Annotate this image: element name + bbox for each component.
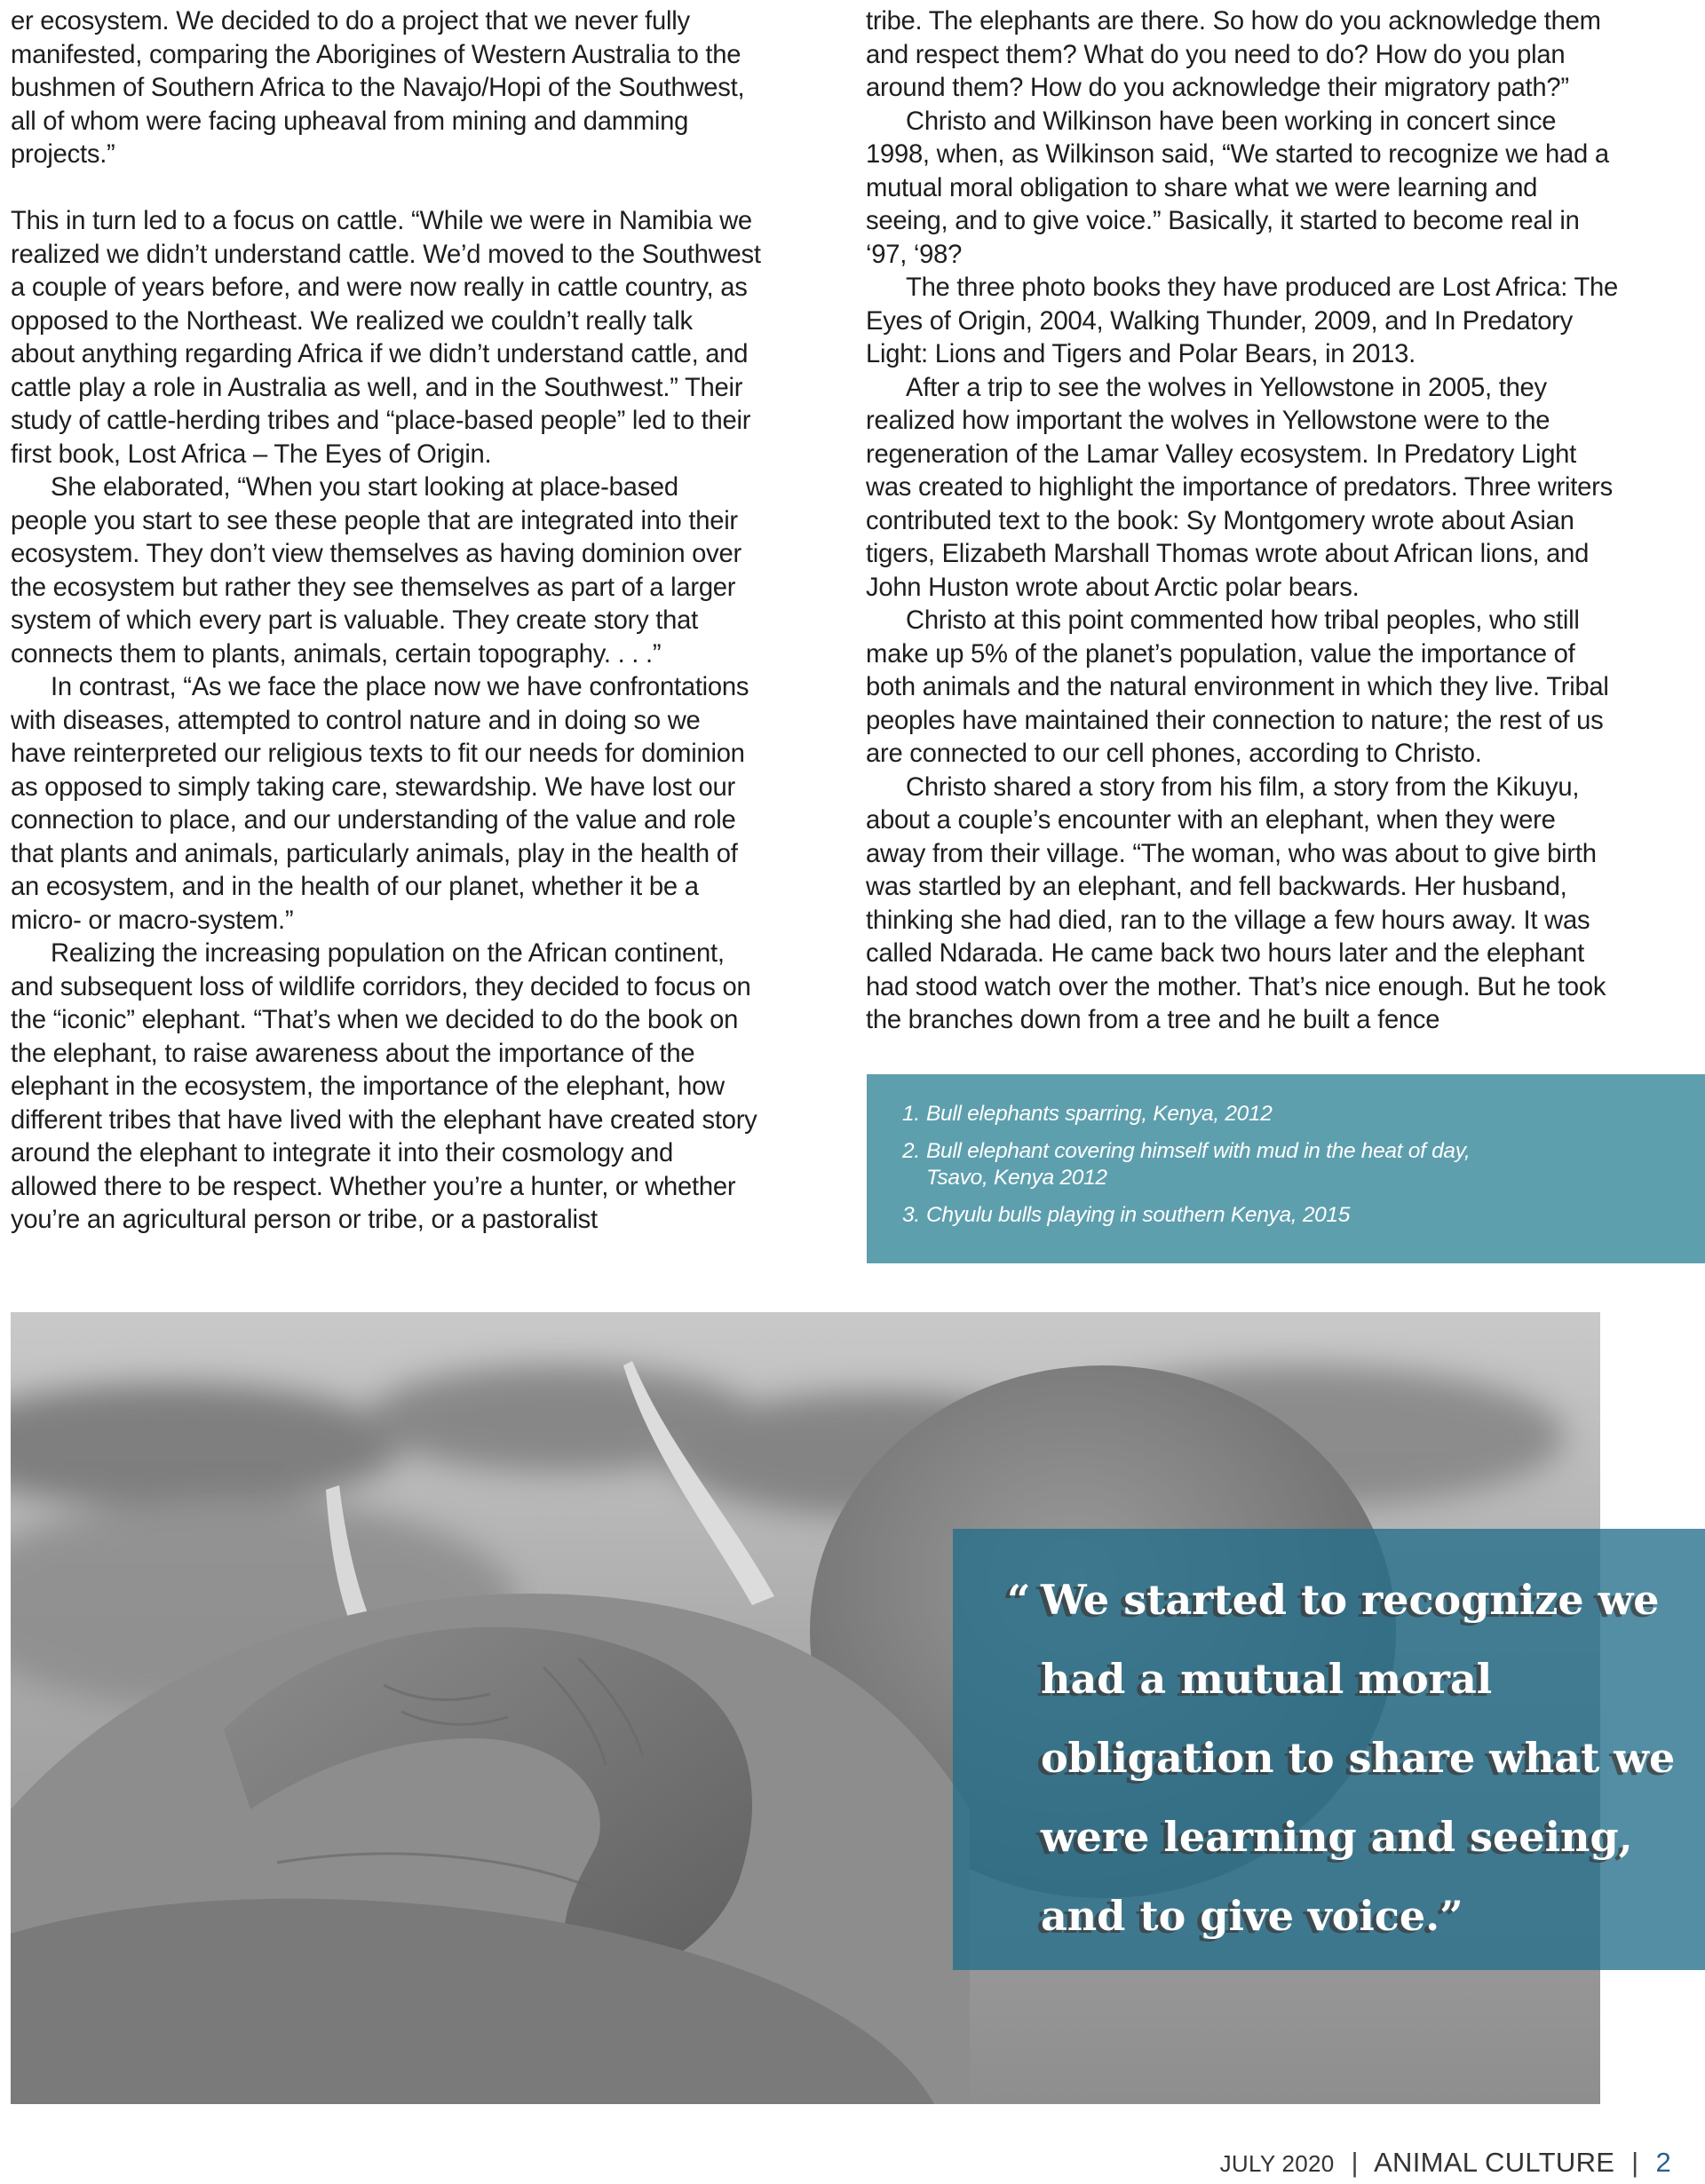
paragraph: In contrast, “As we face the place now we have confrontations with diseases, attempted to control nature and in doing so we have reinterpreted our religious texts to fit our needs for dominion as opposed to simply taking care, stewardship. We have lost our connection to place, and our understanding of the value and role that plants and animals, particularly animals, play in the health of an ecosystem, and in the health of our planet, whether it be a micro- or macro-system.” <box>11 673 749 935</box>
caption-item <box>902 1138 1479 1191</box>
open-quote-mark: “ <box>1007 1576 1031 1624</box>
left-column <box>11 5 761 1238</box>
photo-captions-box <box>867 1074 1705 1263</box>
caption-text: Bull elephant covering himself with mud in the heat of day, Tsavo, Kenya 2012 <box>926 1139 1471 1190</box>
caption-number: 1. <box>902 1102 920 1126</box>
page-footer <box>1220 2147 1671 2179</box>
paragraph: She elaborated, “When you start looking at place-based people you start to see these people that are integrated into their ecosystem. They don’t view themselves as having dominion over the ecosystem but rather they see themselves as part of a larger system of which every part is valuable. They create story that connects them to plants, animals, certain topography. . . .” <box>11 473 741 669</box>
footer-separator: | <box>1351 2147 1359 2178</box>
caption-list <box>902 1101 1479 1239</box>
caption-item <box>902 1101 1479 1128</box>
paragraph: Christo at this point commented how tribal peoples, who still make up 5% of the planet’s population, value the importance of both animals and the natural environment in which they live. Tribal peoples have maintained their connection to nature; the rest of us are connected to our cell phones, according to Christo. <box>866 606 1609 768</box>
right-column <box>866 5 1621 1038</box>
paragraph: tribe. The elephants are there. So how do you acknowledge them and respect them? What do you need to do? How do you plan around them? How do you acknowledge their migratory path?” <box>866 7 1601 102</box>
paragraph: Realizing the increasing population on the African continent, and subsequent loss of wildlife corridors, they decided to focus on the “iconic” elephant. “That’s when we decided to do the book on the elephant, to raise awareness about the importance of the elephant in the ecosystem, the importance of the elephant, how different tribes that have lived with the elephant have created story around the elephant to integrate it into their cosmology and allowed there to be respect. Whether you’re a hunter, or whether you’re an agricultural person or tribe, or a pastoralist <box>11 939 757 1234</box>
paragraph: The three photo books they have produced are Lost Africa: The Eyes of Origin, 2004, Walking Thunder, 2009, and In Predatory Light: Lions and Tigers and Polar Bears, in 2013. <box>866 273 1618 368</box>
pull-quote <box>1007 1561 1680 1956</box>
footer-separator: | <box>1631 2147 1639 2178</box>
footer-date: JULY 2020 <box>1219 2150 1335 2177</box>
paragraph: This in turn led to a focus on cattle. “While we were in Namibia we realized we didn’t understand cattle. We’d moved to the Southwest a couple of years before, and were now really in cattle country, as opposed to the Northeast. We realized we couldn’t really talk about anything regarding Africa if we didn’t understand cattle, and cattle play a role in Australia as well, and in the Southwest.” Their study of cattle-herding tribes and “place-based people” led to their first book, Lost Africa – The Eyes of Origin. <box>11 207 761 469</box>
page-number: 2 <box>1655 2147 1671 2178</box>
paragraph: Christo shared a story from his film, a story from the Kikuyu, about a couple’s encounter with an elephant, when they were away from their village. “The woman, who was about to give birth was startled by an elephant, and fell backwards. Her husband, thinking she had died, ran to the village a few hours away. It was called Ndarada. He came back two hours later and the elephant had stood watch over the mother. That’s nice enough. But he took the branches down from a tree and he built a fence <box>866 772 1606 1034</box>
caption-item <box>902 1202 1479 1229</box>
caption-text: Bull elephants sparring, Kenya, 2012 <box>926 1102 1273 1126</box>
paragraph: er ecosystem. We decided to do a project that we never fully manifested, comparing the Aborigines of Western Australia to the bushmen of Southern Africa to the Navajo/Hopi of the Southwest, all of whom were facing upheaval from mining and damming projects.” <box>11 7 745 169</box>
caption-text: Chyulu bulls playing in southern Kenya, 2015 <box>926 1203 1351 1227</box>
caption-number: 3. <box>902 1203 920 1227</box>
paragraph: Christo and Wilkinson have been working in concert since 1998, when, as Wilkinson said, “We started to recognize we had a mutual moral obligation to share what we were learning and seeing, and to give voice.” Basically, it started to become real in ‘97, ‘98? <box>866 107 1609 269</box>
paragraph: After a trip to see the wolves in Yellowstone in 2005, they realized how important the wolves in Yellowstone were to the regeneration of the Lamar Valley ecosystem. In Predatory Light was created to highlight the importance of predators. Three writers contributed text to the book: Sy Montgomery wrote about Asian tigers, Elizabeth Marshall Thomas wrote about African lions, and John Huston wrote about Arctic polar bears. <box>866 373 1613 602</box>
caption-number: 2. <box>902 1139 920 1163</box>
footer-publication: ANIMAL CULTURE <box>1374 2147 1615 2178</box>
pull-quote-text: We started to recognize we had a mutual moral obligation to share what we were learning and seeing, and to give voice.” <box>1041 1576 1676 1940</box>
